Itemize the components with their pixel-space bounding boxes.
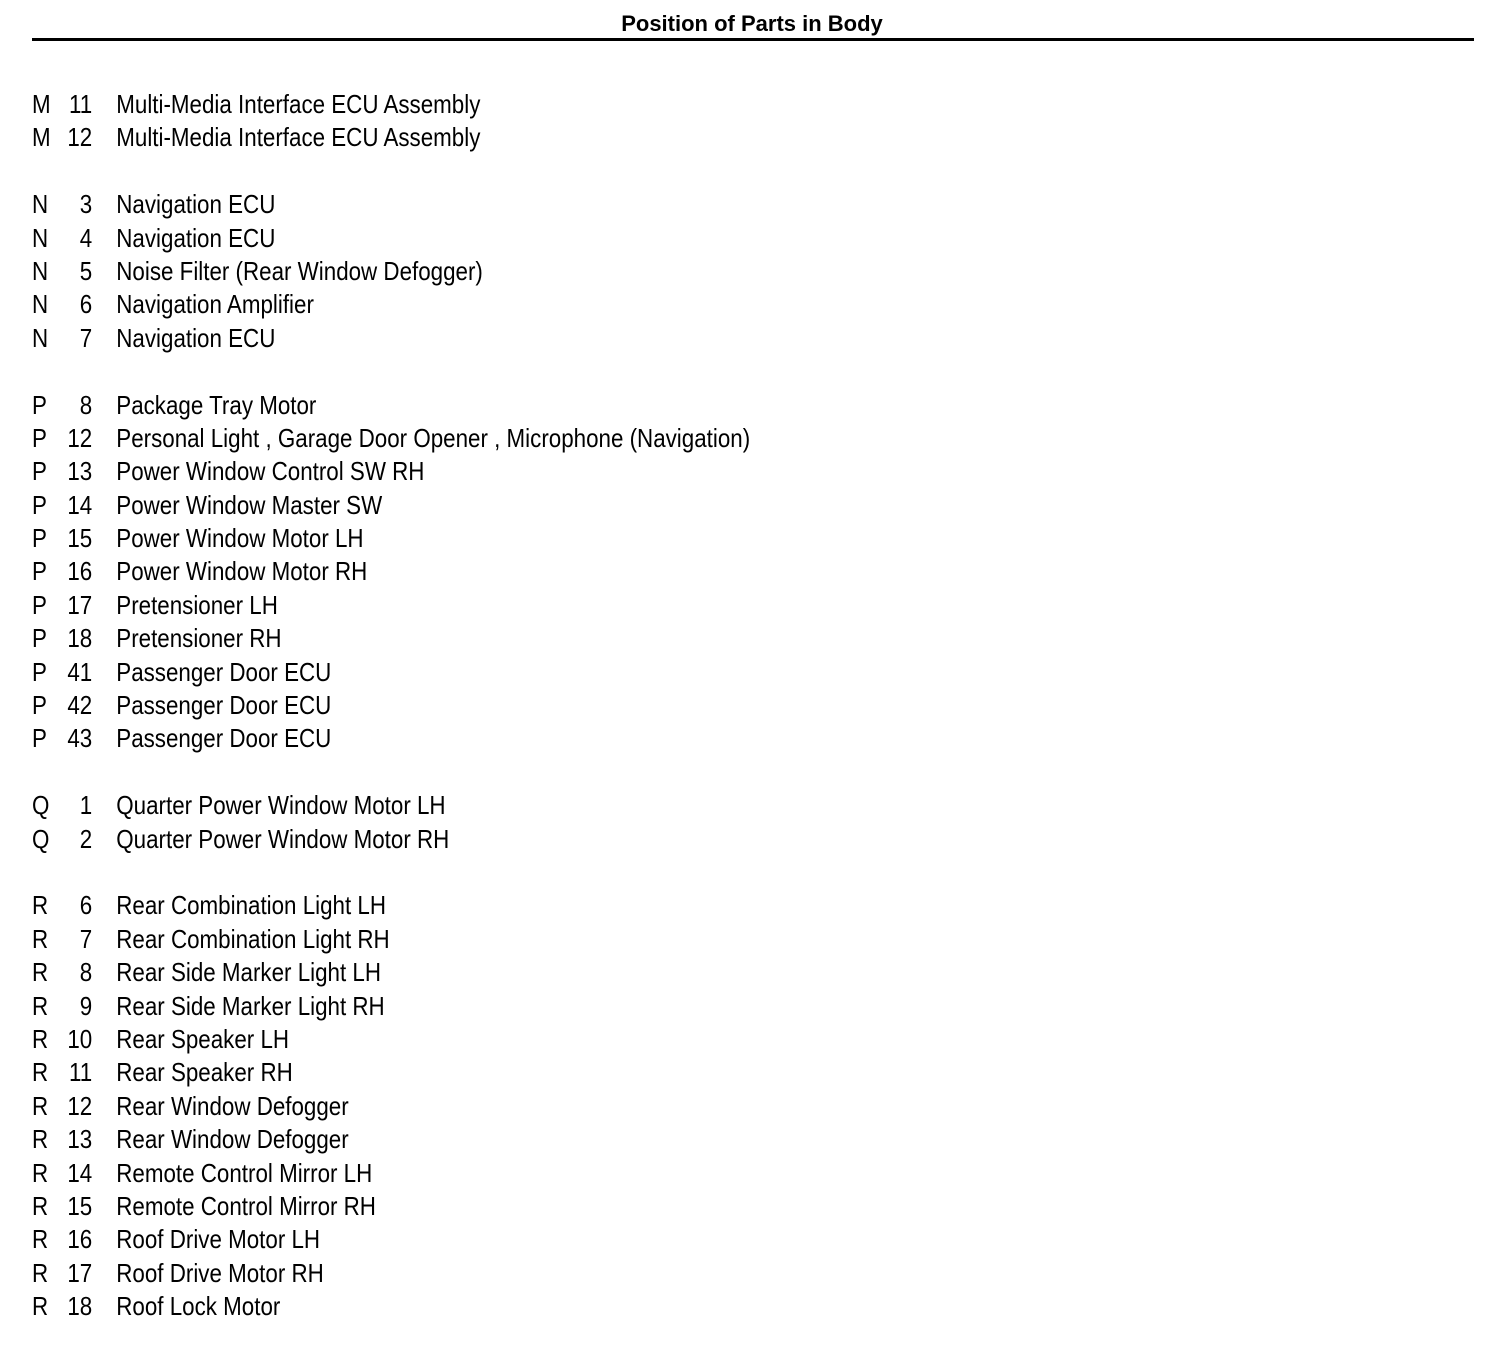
part-row (32, 823, 1270, 856)
part-code-letter: R (32, 1291, 49, 1322)
part-code-number: 17 (67, 589, 93, 620)
part-name: Rear Combination Light LH (116, 890, 386, 921)
part-code-letter: N (32, 289, 49, 320)
parts-group-q (32, 789, 1472, 856)
part-code-number: 1 (79, 790, 93, 821)
part-code-letter: R (32, 957, 49, 988)
part-row (32, 956, 1270, 989)
part-code-number: 16 (67, 1224, 93, 1255)
part-code-letter: R (32, 890, 49, 921)
part-row (32, 1190, 1270, 1223)
part-row (32, 923, 1270, 956)
part-code-number: 17 (67, 1257, 93, 1288)
part-row (32, 389, 1270, 422)
part-code-number: 16 (67, 556, 93, 587)
part-code-number: 18 (67, 1291, 93, 1322)
part-row (32, 255, 1270, 288)
part-row (32, 489, 1270, 522)
part-row (32, 522, 1270, 555)
part-code-letter: R (32, 1257, 49, 1288)
part-code-number: 15 (67, 523, 93, 554)
part-row (32, 722, 1270, 755)
part-code-letter: N (32, 255, 49, 286)
parts-group-m (32, 88, 1472, 155)
part-name: Power Window Master SW (116, 489, 383, 520)
part-code-number: 18 (67, 623, 93, 654)
parts-list (32, 88, 1472, 1357)
parts-group-r (32, 889, 1472, 1323)
part-name: Rear Window Defogger (116, 1124, 349, 1155)
part-row (32, 555, 1270, 588)
parts-group-p (32, 389, 1472, 756)
part-code-letter: P (32, 489, 47, 520)
part-code-letter: R (32, 1224, 49, 1255)
part-code-number: 9 (79, 990, 93, 1021)
part-name: Multi-Media Interface ECU Assembly (116, 122, 481, 153)
part-name: Navigation ECU (116, 322, 276, 353)
part-code-number: 3 (79, 189, 93, 220)
part-code-letter: P (32, 656, 47, 687)
part-code-number: 15 (67, 1190, 93, 1221)
part-code-letter: R (32, 990, 49, 1021)
part-row (32, 1123, 1270, 1156)
part-name: Rear Speaker LH (116, 1023, 290, 1054)
part-row (32, 322, 1270, 355)
part-code-number: 13 (67, 1124, 93, 1155)
part-name: Quarter Power Window Motor LH (116, 790, 446, 821)
part-name: Remote Control Mirror LH (116, 1157, 373, 1188)
part-code-letter: P (32, 623, 47, 654)
part-row (32, 288, 1270, 321)
page-title: Position of Parts in Body (621, 11, 883, 36)
part-row (32, 1223, 1270, 1256)
part-code-number: 14 (67, 489, 93, 520)
part-name: Rear Side Marker Light LH (116, 957, 381, 988)
part-row (32, 1056, 1270, 1089)
part-name: Noise Filter (Rear Window Defogger) (116, 255, 483, 286)
part-code-letter: R (32, 1190, 49, 1221)
part-row (32, 589, 1270, 622)
part-name: Pretensioner LH (116, 589, 278, 620)
part-row (32, 222, 1270, 255)
part-name: Navigation ECU (116, 222, 276, 253)
part-code-letter: Q (32, 823, 50, 854)
part-code-letter: Q (32, 790, 50, 821)
parts-group-n (32, 188, 1472, 355)
part-row (32, 1023, 1270, 1056)
part-name: Navigation Amplifier (116, 289, 314, 320)
part-code-letter: P (32, 422, 47, 453)
part-row (32, 622, 1270, 655)
part-code-letter: N (32, 222, 49, 253)
part-name: Remote Control Mirror RH (116, 1190, 376, 1221)
part-code-number: 14 (67, 1157, 93, 1188)
part-code-letter: R (32, 1023, 49, 1054)
part-code-letter: P (32, 690, 47, 721)
part-name: Rear Combination Light RH (116, 923, 390, 954)
part-name: Navigation ECU (116, 189, 276, 220)
part-code-letter: N (32, 189, 49, 220)
part-name: Personal Light , Garage Door Opener , Microphone (Navigation) (116, 422, 751, 453)
part-name: Power Window Motor RH (116, 556, 368, 587)
part-row (32, 188, 1270, 221)
part-code-number: 42 (67, 690, 93, 721)
part-code-letter: M (32, 89, 51, 119)
part-row (32, 656, 1270, 689)
part-name: Rear Window Defogger (116, 1090, 349, 1121)
part-code-letter: M (32, 122, 51, 153)
part-name: Roof Drive Motor LH (116, 1224, 321, 1255)
part-code-number: 8 (79, 389, 93, 420)
part-row (32, 455, 1270, 488)
part-name: Power Window Control SW RH (116, 456, 425, 487)
part-name: Quarter Power Window Motor RH (116, 823, 450, 854)
part-code-letter: P (32, 389, 47, 420)
part-code-letter: R (32, 1057, 49, 1088)
part-name: Roof Drive Motor RH (116, 1257, 324, 1288)
part-code-letter: P (32, 723, 47, 754)
part-code-letter: N (32, 322, 49, 353)
part-code-number: 6 (79, 289, 93, 320)
part-code-number: 12 (67, 122, 93, 153)
part-row (32, 689, 1270, 722)
part-code-letter: R (32, 1090, 49, 1121)
part-code-number: 11 (68, 1057, 93, 1088)
part-code-letter: R (32, 923, 49, 954)
part-code-number: 7 (79, 322, 93, 353)
part-code-number: 10 (67, 1023, 93, 1054)
part-code-number: 6 (79, 890, 93, 921)
part-name: Package Tray Motor (116, 389, 317, 420)
part-row (32, 990, 1270, 1023)
part-code-number: 12 (67, 422, 93, 453)
part-name: Rear Side Marker Light RH (116, 990, 385, 1021)
part-code-number: 12 (67, 1090, 93, 1121)
part-row (32, 88, 1270, 121)
part-code-letter: P (32, 589, 47, 620)
part-name: Passenger Door ECU (116, 723, 332, 754)
part-code-number: 11 (68, 89, 93, 119)
part-name: Pretensioner RH (116, 623, 282, 654)
part-name: Roof Lock Motor (116, 1291, 281, 1322)
part-name: Power Window Motor LH (116, 523, 364, 554)
part-code-number: 13 (67, 456, 93, 487)
part-code-number: 5 (79, 255, 93, 286)
title-divider (32, 38, 1474, 41)
part-row (32, 422, 1270, 455)
part-code-number: 8 (79, 957, 93, 988)
part-code-number: 2 (79, 823, 93, 854)
part-name: Passenger Door ECU (116, 656, 332, 687)
part-row (32, 1290, 1270, 1323)
part-row (32, 789, 1270, 822)
part-name: Passenger Door ECU (116, 690, 332, 721)
part-row (32, 1157, 1270, 1190)
part-name: Rear Speaker RH (116, 1057, 293, 1088)
part-row (32, 1257, 1270, 1290)
part-code-letter: P (32, 456, 47, 487)
part-code-letter: R (32, 1157, 49, 1188)
part-row (32, 121, 1270, 154)
part-row (32, 889, 1270, 922)
part-name: Multi-Media Interface ECU Assembly (116, 89, 481, 119)
part-code-letter: R (32, 1124, 49, 1155)
part-code-number: 43 (67, 723, 93, 754)
part-code-number: 41 (67, 656, 93, 687)
part-code-number: 4 (79, 222, 93, 253)
part-row (32, 1090, 1270, 1123)
part-code-number: 7 (79, 923, 93, 954)
part-code-letter: P (32, 523, 47, 554)
part-code-letter: P (32, 556, 47, 587)
